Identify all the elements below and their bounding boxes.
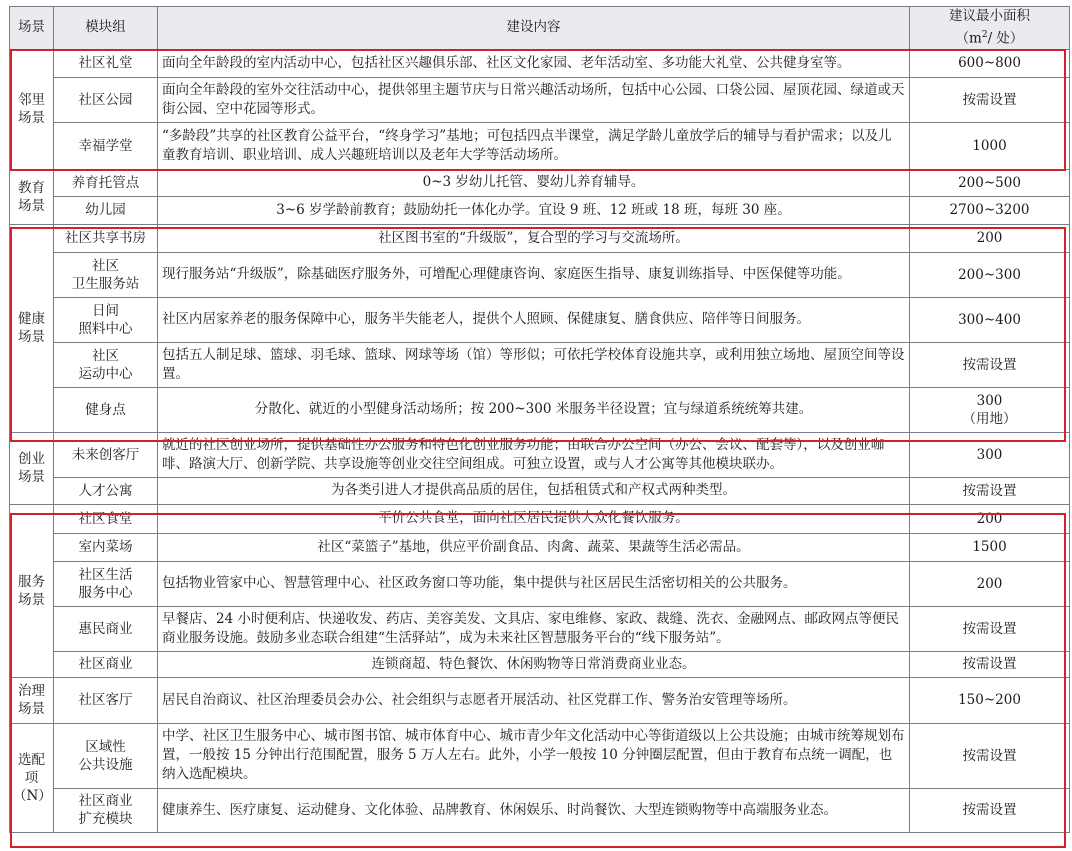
area-cell: 300 （用地） [910, 387, 1070, 432]
header-area [910, 7, 1070, 50]
module-cell: 幸福学堂 [54, 122, 158, 169]
module-cell: 社区共享书房 [54, 224, 158, 252]
content-cell: 3~6 岁学龄前教育；鼓励幼托一体化办学。宜设 9 班、12 班或 18 班，每班 30 座。 [158, 196, 910, 224]
scene-education: 教育 场景 [10, 169, 54, 224]
content-cell: 包括物业管家中心、智慧管理中心、社区政务窗口等功能，集中提供与社区居民生活密切相关的公共服务。 [158, 561, 910, 606]
area-cell: 200 [910, 561, 1070, 606]
area-cell: 300~400 [910, 297, 1070, 342]
area-cell: 200 [910, 504, 1070, 533]
content-cell: 早餐店、24 小时便利店、快递收发、药店、美容美发、文具店、家电维修、家政、裁缝、洗衣、金融网点、邮政网点等便民商业服务设施。鼓励多业态联合组建“生活驿站”，成为未来社区智慧服务平台的“线下服务站”。 [158, 606, 910, 651]
header-area-unit-post: / 处） [987, 30, 1024, 47]
module-cell: 区域性 公共设施 [54, 723, 158, 788]
header-content: 建设内容 [158, 7, 910, 50]
module-cell: 健身点 [54, 387, 158, 432]
content-cell: 0~3 岁幼儿托管、婴幼儿养育辅导。 [158, 169, 910, 196]
module-cell: 惠民商业 [54, 606, 158, 651]
table-row [10, 297, 1070, 342]
module-cell: 社区生活 服务中心 [54, 561, 158, 606]
module-cell: 社区商业 [54, 651, 158, 677]
table-row [10, 224, 1070, 252]
module-cell: 社区 运动中心 [54, 342, 158, 387]
scene-neighborhood: 邻里 场景 [10, 49, 54, 169]
content-cell: 居民自治商议、社区治理委员会办公、社会组织与志愿者开展活动、社区党群工作、警务治安管理等场所。 [158, 677, 910, 723]
content-cell: 中学、社区卫生服务中心、城市图书馆、城市体育中心、城市青少年文化活动中心等街道级以上公共设施；由城市统筹规划布置，一般按 15 分钟出行范围配置，服务 5 万人左右。此外，小学一般按 10 分钟圈层配置，但由于教育布点统一调配，也纳入选配模块。 [158, 723, 910, 788]
content-cell: 面向全年龄段的室内活动中心，包括社区兴趣俱乐部、社区文化家园、老年活动室、多功能大礼堂、公共健身室等。 [158, 49, 910, 77]
scene-optional: 选配 项 （N） [10, 723, 54, 832]
scene-health: 健康 场景 [10, 224, 54, 432]
scene-service: 服务 场景 [10, 504, 54, 677]
area-cell: 1500 [910, 533, 1070, 561]
area-cell: 按需设置 [910, 77, 1070, 122]
module-cell: 室内菜场 [54, 533, 158, 561]
module-cell: 日间 照料中心 [54, 297, 158, 342]
header-scene: 场景 [10, 7, 54, 50]
module-cell: 社区客厅 [54, 677, 158, 723]
area-cell: 600~800 [910, 49, 1070, 77]
table-row [10, 169, 1070, 196]
content-cell: 健康养生、医疗康复、运动健身、文化体验、品牌教育、休闲娱乐、时尚餐饮、大型连锁购物等中高端服务业态。 [158, 788, 910, 832]
content-cell: 平价公共食堂，面向社区居民提供大众化餐饮服务。 [158, 504, 910, 533]
table-row [10, 477, 1070, 504]
area-cell: 按需设置 [910, 788, 1070, 832]
area-cell: 按需设置 [910, 651, 1070, 677]
content-cell: 连锁商超、特色餐饮、休闲购物等日常消费商业业态。 [158, 651, 910, 677]
area-cell: 150~200 [910, 677, 1070, 723]
module-cell: 未来创客厅 [54, 432, 158, 477]
table-row [10, 561, 1070, 606]
table-row [10, 342, 1070, 387]
table-row [10, 122, 1070, 169]
header-module: 模块组 [54, 7, 158, 50]
table-row [10, 651, 1070, 677]
table-row [10, 606, 1070, 651]
module-cell: 幼儿园 [54, 196, 158, 224]
table-row [10, 504, 1070, 533]
table-row [10, 196, 1070, 224]
content-cell: 社区“菜篮子”基地，供应平价副食品、肉禽、蔬菜、果蔬等生活必需品。 [158, 533, 910, 561]
table-row [10, 723, 1070, 788]
module-cell: 社区公园 [54, 77, 158, 122]
scene-startup: 创业 场景 [10, 432, 54, 504]
content-cell: 分散化、就近的小型健身活动场所；按 200~300 米服务半径设置；宜与绿道系统统筹共建。 [158, 387, 910, 432]
module-cell: 社区礼堂 [54, 49, 158, 77]
table-row [10, 387, 1070, 432]
area-cell: 按需设置 [910, 342, 1070, 387]
area-cell: 按需设置 [910, 723, 1070, 788]
area-cell: 300 [910, 432, 1070, 477]
content-cell: 包括五人制足球、篮球、羽毛球、篮球、网球等场（馆）等形似；可依托学校体育设施共享，或利用独立场地、屋顶空间等设置。 [158, 342, 910, 387]
content-cell: 社区内居家养老的服务保障中心，服务半失能老人，提供个人照顾、保健康复、膳食供应、陪伴等日间服务。 [158, 297, 910, 342]
table-row [10, 533, 1070, 561]
content-cell: 现行服务站“升级版”，除基础医疗服务外，可增配心理健康咨询、家庭医生指导、康复训练指导、中医保健等功能。 [158, 252, 910, 297]
table-row [10, 49, 1070, 77]
table-row [10, 677, 1070, 723]
content-cell: 社区图书室的“升级版”，复合型的学习与交流场所。 [158, 224, 910, 252]
header-area-unit-sup: 2 [981, 30, 988, 40]
content-cell: 就近的社区创业场所，提供基础性办公服务和特色化创业服务功能；由联合办公空间（办公、会议、配套等），以及创业咖啡、路演大厅、创新学院、共享设施等创业交往空间组成。可独立设置，或与人才公寓等其他模块联办。 [158, 432, 910, 477]
area-cell: 按需设置 [910, 606, 1070, 651]
table-row [10, 77, 1070, 122]
table-row [10, 432, 1070, 477]
area-cell: 按需设置 [910, 477, 1070, 504]
header-area-line1: 建议最小面积 [949, 8, 1030, 24]
area-cell: 200~300 [910, 252, 1070, 297]
table-header-row [10, 7, 1070, 50]
module-cell: 人才公寓 [54, 477, 158, 504]
header-area-unit-pre: （m [955, 30, 982, 47]
module-cell: 养育托管点 [54, 169, 158, 196]
table-row [10, 788, 1070, 832]
area-cell: 2700~3200 [910, 196, 1070, 224]
content-cell: “多龄段”共享的社区教育公益平台，“终身学习”基地；可包括四点半课堂，满足学龄儿童放学后的辅导与看护需求；以及儿童教育培训、职业培训、成人兴趣班培训以及老年大学等活动场所。 [158, 122, 910, 169]
content-cell: 为各类引进人才提供高品质的居住，包括租赁式和产权式两种类型。 [158, 477, 910, 504]
area-cell: 1000 [910, 122, 1070, 169]
scene-governance: 治理 场景 [10, 677, 54, 723]
table-row [10, 252, 1070, 297]
area-cell: 200~500 [910, 169, 1070, 196]
module-cell: 社区食堂 [54, 504, 158, 533]
area-cell: 200 [910, 224, 1070, 252]
module-cell: 社区商业 扩充模块 [54, 788, 158, 832]
facility-table [9, 6, 1070, 833]
content-cell: 面向全年龄段的室外交往活动中心，提供邻里主题节庆与日常兴趣活动场所，包括中心公园、口袋公园、屋顶花园、绿道或天街公园、空中花园等形式。 [158, 77, 910, 122]
module-cell: 社区 卫生服务站 [54, 252, 158, 297]
